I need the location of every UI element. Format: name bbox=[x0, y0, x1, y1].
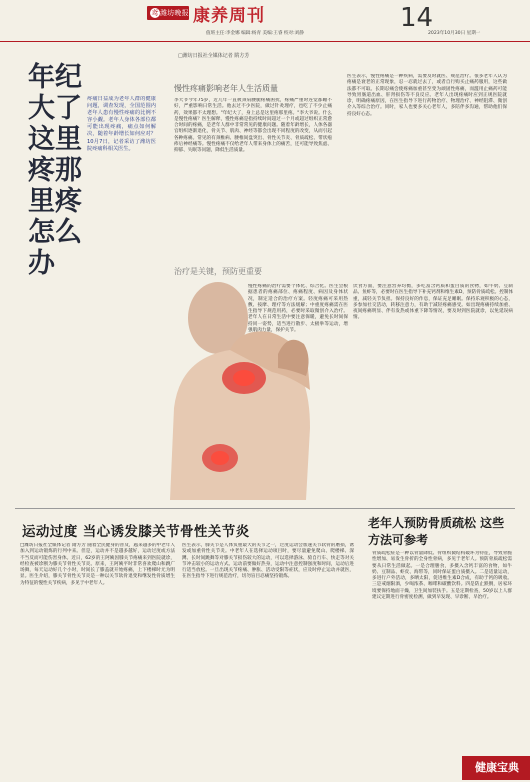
article1-subhead-2: 治疗是关键，预防更重要 bbox=[174, 267, 262, 276]
section-divider bbox=[15, 508, 515, 509]
header-divider bbox=[0, 41, 530, 42]
page-number: 14 bbox=[400, 3, 434, 33]
article1-column-1: 李大爷今年75岁，近几年一直被颈肩腰腿疼痛困扰，疼痛严重时连觉都睡不好，严重影响日常生活。他去过不少医院，做过针灸理疗，也吃了不少止痛药，效果都不太理想。"年纪大了，身上总是这里疼那里疼。"李大爷说。什么是慢性疼痛？医生解释，慢性疼痛是指持续时间超过一个月或超过组织正常愈合时间的疼痛，是老年人群中非常常见的健康问题。随着年龄增长，人体各器官组织逐渐退化，骨关节、肌肉、神经等都会出现不同程度的改变，从而引起各种疼痛。常见的有颈椎病、腰椎间盘突出、骨性关节炎、骨质疏松、带状疱疹后神经痛等。慢性疼痛不仅给老年人带来身体上的痛苦，还可能导致焦虑、抑郁、失眠等问题，降低生活质量。 bbox=[174, 98, 332, 154]
article2-column-1: □潍坊日报社全媒体记者 隋方芳 随着全民健身的普及，越来越多的中老年人加入到运动锻炼的行列中来。但是，运动并不是越多越好，运动过度或方法不当反而可能伤害身体。近日，62岁的王阿姨因膝关节疼痛来到医院就诊，经检查被诊断为膝关节骨性关节炎。原来，王阿姨平时非常喜欢爬山和跳广场舞，每天运动好几个小时，时间长了膝盖就开始疼痛，上下楼梯时尤为明显。医生介绍，膝关节骨性关节炎是一种以关节软骨退变和继发性骨质增生为特征的慢性关节疾病，多见于中老年人。 bbox=[20, 543, 175, 586]
newspaper-name: 潍坊晚报 bbox=[160, 9, 189, 17]
column-name: 康养周刊 bbox=[193, 6, 265, 26]
article2-title: 运动过度 当心诱发膝关节骨性关节炎 bbox=[22, 524, 250, 540]
footer-badge: 健康宝典 bbox=[462, 756, 530, 780]
article1-column-4: 饮食方面，要注意营养均衡，多吃富含钙质和蛋白质的食物，如牛奶、豆制品、鱼虾等，必要时在医生指导下补充钙剂和维生素D，预防骨质疏松。控制体重，减轻关节负担。保持良好的作息，保证充足睡眠。保持乐观积极的心态，多参加社交活动，转移注意力，有助于减轻疼痛感受。如出现疼痛持续加重、夜间疼痛明显、伴有发热或体重下降等情况，要及时到医院就诊，以免延误病情。 bbox=[353, 284, 513, 321]
page-header bbox=[0, 0, 530, 44]
article1-byline: □潍坊日报社全媒体记者 隋方芳 bbox=[178, 53, 250, 59]
article1-title: 年纪大了 这里疼那里疼怎么办 bbox=[28, 62, 82, 279]
article1-column-3: 慢性疼痛的治疗需要个体化、综合化。医生会根据患者的疼痛部位、疼痛程度、病因及身体状况，制定适合的治疗方案。轻度疼痛可采用热敷、按摩、理疗等方法缓解；中重度疼痛需在医生指导下规范用药，必要时采取微创介入治疗。老年人在日常生活中要注意保暖，避免长时间保持同一姿势，适当进行散步、太极拳等运动，增强肌肉力量，保护关节。 bbox=[248, 284, 348, 334]
editor-info: 值班主任:李金娜 编辑:杨青 美编:王睿 校对:刘静 bbox=[206, 31, 304, 36]
article2-column-2: 医生表示，膝关节是人体负重最大的关节之一，过度运动会加速关节软骨的磨损，诱发或加重骨性关节炎。中老年人在选择运动项目时，要尽量避免爬山、爬楼梯、深蹲、长时间跳舞等对膝关节损伤较大的运动，可以选择游泳、骑自行车、快走等对关节冲击较小的运动方式。运动前要做好热身，运动中注意控制强度和时间，运动后进行适当放松。一旦出现关节疼痛、肿胀、活动受限等症状，应及时停止运动并就医，在医生指导下进行规范治疗，切勿盲目忍痛坚持锻炼。 bbox=[182, 543, 354, 580]
article1-intro: 疼痛日益成为老年人群的健康问题，调查发现，全国范围内老年人患有慢性疼痛的比例不容小觑。老年人身体各部位都可能出现疼痛，痛点如何解决，随着年龄增长如何应对？10月7日，记者采访了潍坊医院疼痛科相关医生。 bbox=[87, 96, 156, 152]
issue-date: 2023年10月30日 星期一 bbox=[428, 31, 481, 36]
article1-column-2: 医生表示，慢性疼痛是一种疾病，需要及时就医、规范治疗。很多老年人认为疼痛是衰老的正常现象，忍一忍就过去了，或者自行购买止痛药服用，这些做法都不可取。长期忍痛会使疼痛加重甚至变为顽固性疼痛，而滥用止痛药可能导致胃肠道出血、肝肾损伤等不良反应。老年人出现疼痛时应到正规医院就诊，明确疼痛原因，在医生指导下进行药物治疗、物理治疗、神经阻滞、微创介入等综合治疗。同时，家人也要多关心老年人，多陪伴多沟通，帮助他们保持良好心态。 bbox=[347, 74, 507, 117]
kite-logo-icon: 鸢 bbox=[151, 9, 159, 17]
article3-body: 骨质疏松症是一种以骨量降低、骨组织微结构破坏为特征，导致骨脆性增加、易发生骨折的全身性骨病，多见于老年人。预防骨质疏松需要从日常生活做起。一是合理膳食，多摄入含钙丰富的食物，如牛奶、豆制品、虾皮、海带等，同时保证蛋白质摄入。二是适量运动，多进行户外活动，多晒太阳，促进维生素D合成，有助于钙的吸收。三是戒烟限酒，少喝浓茶、咖啡和碳酸饮料。四是防止跌倒，居家环境要保持地面干燥，卫生间加装扶手。五是定期检查，50岁以上人群建议定期进行骨密度检测，做到早发现、早诊断、早治疗。 bbox=[372, 551, 512, 601]
article3-title: 老年人预防骨质疏松 这些方法可参考 bbox=[368, 516, 505, 547]
article1-subhead-1: 慢性疼痛影响老年人生活质量 bbox=[174, 84, 278, 93]
